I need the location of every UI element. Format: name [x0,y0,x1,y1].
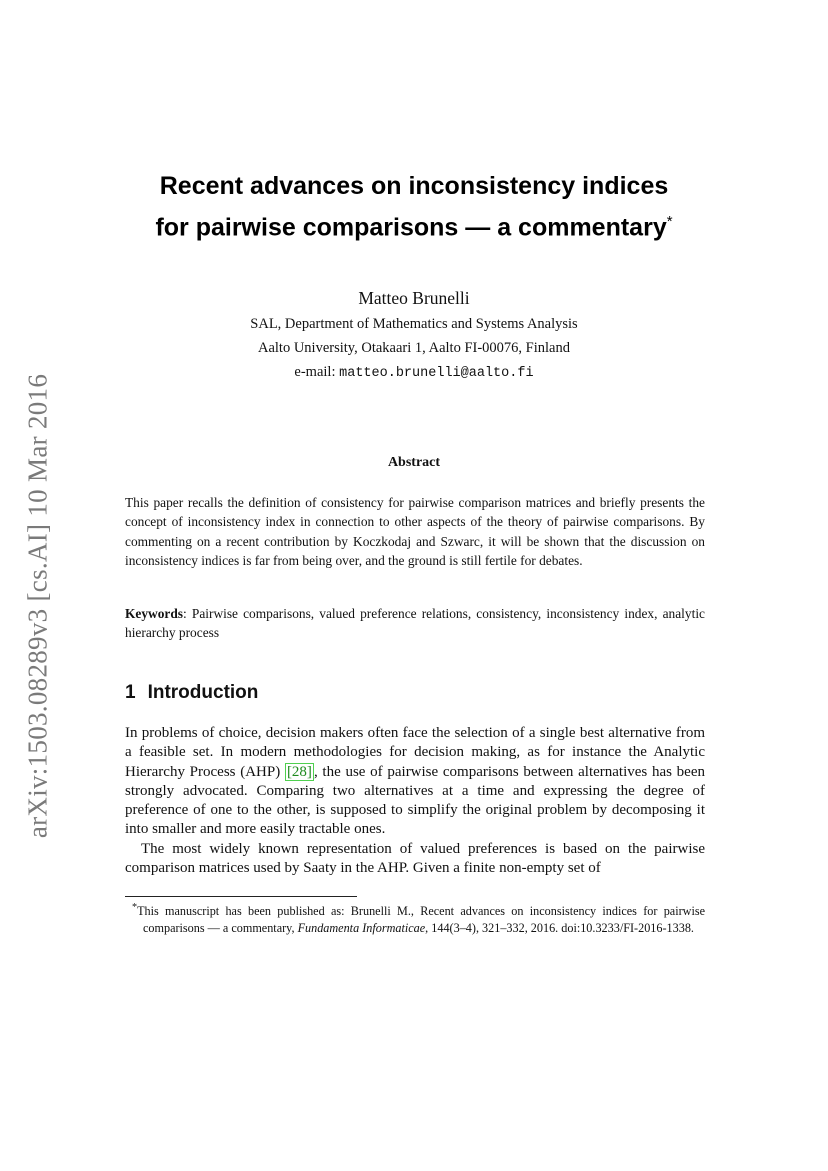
title-line-2 [0,204,828,245]
paragraph-1-text-b: , the use of pairwise comparisons between alternatives has been strongly advocated. Comparing two alternatives at a time and expressing the degree of preference of one to the other, is supposed to simplify the original problem by decomposing it into smaller and more easily tractable ones. [125,763,705,838]
title-footnote-marker: * [666,213,673,230]
footnote-body [125,899,705,938]
affiliation-line-2: Aalto University, Otakaari 1, Aalto FI-00076, Finland [258,340,570,356]
footnote-journal: Fundamenta Informaticae [297,921,426,936]
body-paragraph-2: The most widely known representation of valued preferences is based on the pairwise comparison matrices used by Saaty in the AHP. Given a finite non-empty set of [125,841,705,877]
section-heading [125,682,258,704]
arxiv-side-stamp: arXiv:1503.08289v3 [cs.AI] 10 Mar 2016 [22,373,53,839]
footnote-marker: * [132,902,138,913]
email-line [0,364,828,381]
section-number: 1 [125,682,136,703]
paragraph-1-text-a: In problems of choice, decision makers often face the selection of a single best alternative from a feasible set. In modern methodologies for decision making, as for instance the Analytic Hierarchy Process (AHP) [125,725,705,780]
footnote-text-a: This manuscript has been published as: Brunelli M., Recent advances on inconsistency indices for pairwise comparisons — a commentary, [137,904,705,936]
title-line-1: Recent advances on inconsistency indices [159,172,669,200]
abstract-heading: Abstract [387,455,441,470]
email-label: e-mail: [294,364,340,380]
footnote-rule [125,896,357,897]
abstract-body: This paper recalls the definition of consistency for pairwise comparison matrices and briefly presents the concept of inconsistency index in connection to other aspects of the theory of pairwise comparisons. By commenting on a recent contribution by Koczkodaj and Szwarc, it will be shown that the discussion on inconsistency indices is far from being over, and the ground is still fertile for debates. [125,495,705,568]
footnote [125,899,705,938]
keywords-label: Keywords [125,606,184,621]
paper-title [0,168,828,245]
affiliation-line-1: SAL, Department of Mathematics and Systems Analysis [250,316,578,332]
section-title: Introduction [147,682,259,703]
email-address[interactable]: matteo.brunelli@aalto.fi [339,366,534,381]
body-paragraph-1 [125,724,705,840]
citation-link[interactable]: [28] [286,763,312,780]
footnote-text-b: , 144(3–4), 321–332, 2016. doi:10.3233/FI-2016-1338. [425,921,694,936]
title-line-2-text: for pairwise comparisons — a commentary [155,213,667,242]
keywords [125,604,705,643]
keywords-text: : Pairwise comparisons, valued preference relations, consistency, inconsistency index, analytic hierarchy process [125,606,705,641]
author-name: Matteo Brunelli [358,288,470,308]
